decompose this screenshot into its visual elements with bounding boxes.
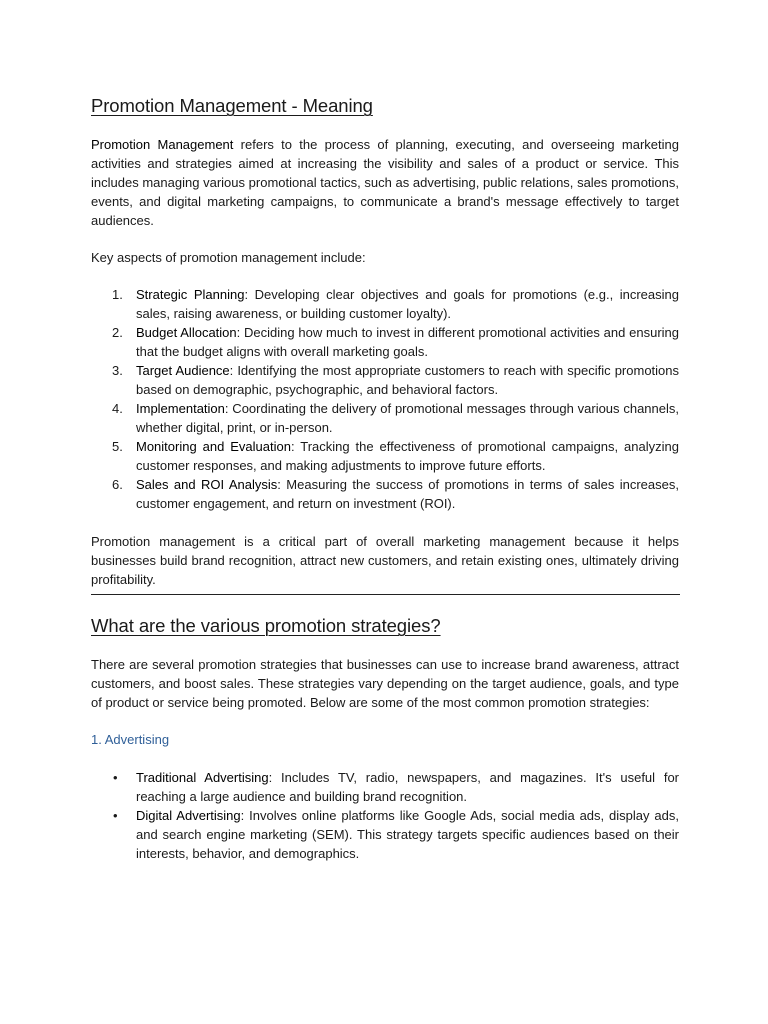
list-item-term: Traditional Advertising <box>136 770 269 785</box>
list-item-text: : Developing clear objectives and goals for promotions (e.g., increasing sales, raising awareness, or building customer loyalty). <box>136 287 679 321</box>
section-title-meaning: Promotion Management - Meaning <box>91 95 373 116</box>
list-item-text: : Deciding how much to invest in different promotional activities and ensuring that the budget aligns with overall marketing goals. <box>136 325 679 359</box>
list-item <box>91 806 679 863</box>
list-item: 1. Strategic Planning: Developing clear objectives and goals for promotions (e.g., increasing sales, raising awareness, or building customer loyalty). <box>112 287 679 321</box>
advertising-bullets <box>91 768 679 863</box>
list-item-text: : Measuring the success of promotions in terms of sales increases, customer engagement, and return on investment (ROI). <box>136 477 679 511</box>
list-item-term: Strategic Planning <box>136 287 245 302</box>
strategies-intro: There are several promotion strategies that businesses can use to increase brand awareness, attract customers, and boost sales. These strategies vary depending on the target audience, goals, and type of product or service being promoted. Below are some of the most common promotion strategies: <box>91 657 679 710</box>
list-item: 4. Implementation: Coordinating the delivery of promotional messages through various channels, whether digital, print, or in-person. <box>112 401 679 435</box>
intro-text: refers to the process of planning, executing, and overseeing marketing activities and strategies aimed at increasing the visibility and sales of a product or service. This includes managing various promotional tactics, such as advertising, public relations, sales promotions, events, and digital marketing campaigns, to communicate a brand's message effectively to target audiences. <box>91 137 679 228</box>
section-title-strategies: What are the various promotion strategies? <box>91 615 441 636</box>
list-item <box>91 768 679 806</box>
list-item-text: : Identifying the most appropriate customers to reach with specific promotions based on demographic, psychographic, and behavioral factors. <box>136 363 680 397</box>
bullet-icon: • <box>113 770 118 785</box>
key-aspects-lead: Key aspects of promotion management include: <box>91 250 366 265</box>
key-aspects-list <box>91 285 679 513</box>
list-item: 2. Budget Allocation: Deciding how much to invest in different promotional activities and ensuring that the budget aligns with overall marketing goals. <box>112 325 679 359</box>
intro-term: Promotion Management <box>91 137 234 152</box>
list-item-text: : Involves online platforms like Google Ads, social media ads, display ads, and search engine marketing (SEM). This strategy targets specific audiences based on their interests, behavior, and demographics. <box>136 808 679 861</box>
list-item: 3. Target Audience: Identifying the most appropriate customers to reach with specific promotions based on demographic, psychographic, and behavioral factors. <box>112 363 680 397</box>
list-item-term: Implementation <box>136 401 225 416</box>
subheading-advertising: 1. Advertising <box>91 732 170 747</box>
list-item-text: : Coordinating the delivery of promotional messages through various channels, whether digital, print, or in-person. <box>136 401 679 435</box>
bullet-icon: • <box>113 808 118 823</box>
document-body <box>91 94 679 863</box>
list-item-text: : Tracking the effectiveness of promotional campaigns, analyzing customer responses, and making adjustments to improve future efforts. <box>136 439 679 473</box>
list-item-term: Target Audience <box>136 363 230 378</box>
list-item-term: Digital Advertising <box>136 808 241 823</box>
list-item-text: : Includes TV, radio, newspapers, and magazines. It's useful for reaching a large audience and building brand recognition. <box>136 770 680 804</box>
intro-paragraph <box>91 135 679 230</box>
list-item: 6. Sales and ROI Analysis: Measuring the success of promotions in terms of sales increases, customer engagement, and return on investment (ROI). <box>112 477 679 511</box>
list-item-term: Sales and ROI Analysis <box>136 477 278 492</box>
list-item: 5. Monitoring and Evaluation: Tracking the effectiveness of promotional campaigns, analyzing customer responses, and making adjustments to improve future efforts. <box>112 439 679 473</box>
list-item-term: Monitoring and Evaluation <box>136 439 291 454</box>
conclusion-paragraph: Promotion management is a critical part of overall marketing management because it helps businesses build brand recognition, attract new customers, and retain existing ones, ultimately driving profitability. <box>91 534 679 587</box>
list-item-term: Budget Allocation <box>136 325 237 340</box>
